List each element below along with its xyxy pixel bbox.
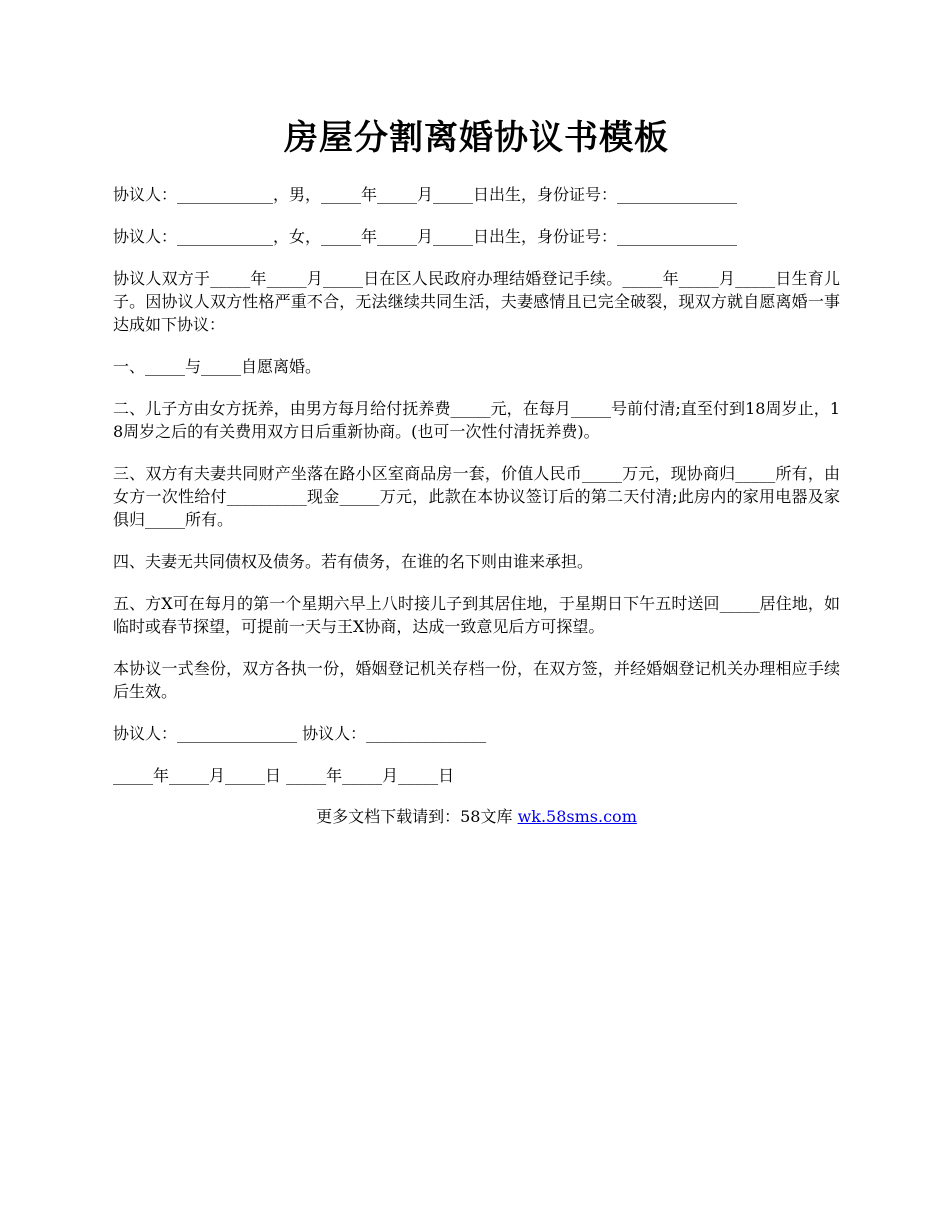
signature-date-line: _____年_____月_____日 _____年_____月_____日 bbox=[113, 766, 455, 785]
signature-line: 协议人：_______________ 协议人：_______________ bbox=[113, 724, 487, 743]
clause-2-custody: 二、儿子方由女方抚养，由男方每月给付抚养费_____元，在每月_____号前付清;直至付到18周岁止，18周岁之后的有关费用双方日后重新协商。(也可一次性付清抚养费)。 bbox=[113, 399, 840, 441]
party-male-line: 协议人：____________，男，_____年_____月_____日出生，身份证号：_______________ bbox=[113, 185, 738, 204]
document-title: 房屋分割离婚协议书模板 bbox=[284, 118, 669, 158]
effectiveness-paragraph: 本协议一式叁份，双方各执一份，婚姻登记机关存档一份，在双方签，并经婚姻登记机关办理相应手续后生效。 bbox=[113, 659, 840, 701]
download-footer bbox=[113, 805, 840, 828]
clause-4-debts: 四、夫妻无共同债权及债务。若有债务，在谁的名下则由谁来承担。 bbox=[113, 552, 594, 571]
download-site-link[interactable]: wk.58sms.com bbox=[517, 807, 637, 826]
clause-1-divorce: 一、_____与_____自愿离婚。 bbox=[113, 357, 322, 376]
document-page bbox=[113, 112, 840, 828]
marriage-background-paragraph: 协议人双方于_____年_____月_____日在区人民政府办理结婚登记手续。_____年_____月_____日生育儿子。因协议人双方性格严重不合，无法继续共同生活，夫妻感情且已完全破裂，现双方就自愿离婚一事达成如下协议： bbox=[113, 269, 840, 334]
footer-prefix-text: 更多文档下载请到：58文库 bbox=[316, 807, 518, 826]
party-female-line: 协议人：____________，女，_____年_____月_____日出生，身份证号：_______________ bbox=[113, 227, 738, 246]
clause-5-visitation: 五、方X可在每月的第一个星期六早上八时接儿子到其居住地，于星期日下午五时送回_____居住地，如临时或春节探望，可提前一天与王X协商，达成一致意见后方可探望。 bbox=[113, 594, 840, 636]
clause-3-property: 三、双方有夫妻共同财产坐落在路小区室商品房一套，价值人民币_____万元，现协商归_____所有，由女方一次性给付__________现金_____万元，此款在本协议签订后的第二天付清;此房内的家用电器及家俱归_____所有。 bbox=[113, 464, 840, 529]
